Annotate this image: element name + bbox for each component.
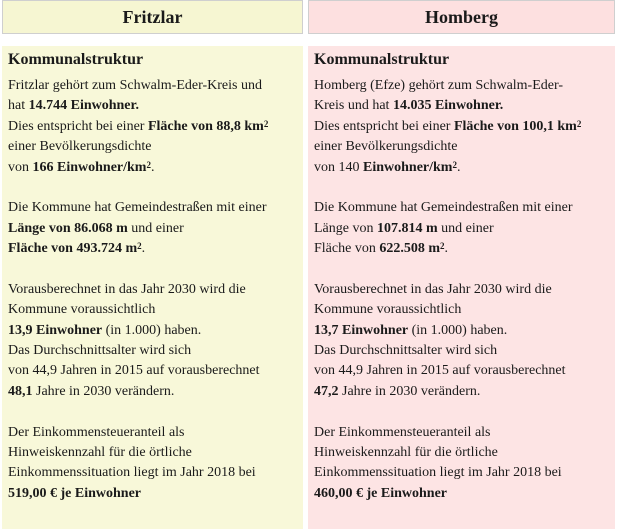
text-line xyxy=(8,158,297,178)
text-line xyxy=(8,463,297,483)
text-run: Vorausberechnet in das Jahr 2030 wird die xyxy=(8,281,246,297)
text-run: . xyxy=(456,159,461,175)
text-line xyxy=(8,198,297,218)
superscript: 2 xyxy=(452,159,457,170)
text-line xyxy=(314,96,609,116)
text-run: Das Durchschnittsalter wird sich xyxy=(8,343,192,359)
text-line xyxy=(8,321,297,341)
text-line xyxy=(314,280,609,300)
text-line xyxy=(8,239,297,259)
bold-value: Länge von 86.068 m xyxy=(8,220,128,236)
text-run: Vorausberechnet in das Jahr 2030 wird die xyxy=(314,281,552,297)
bold-value: 47,2 xyxy=(314,383,339,399)
text-run: Hinweiskennzahl für die örtliche xyxy=(314,445,498,461)
text-run: Die Kommune hat Gemeindestraßen mit einer xyxy=(8,200,267,216)
bold-value: 519,00 € je Einwohner xyxy=(8,485,141,501)
paragraph-gap xyxy=(8,178,297,198)
bold-value: 13,7 Einwohner xyxy=(314,322,409,338)
text-line xyxy=(314,443,609,463)
superscript: 2 xyxy=(137,241,142,252)
text-run: Dies entspricht bei einer xyxy=(314,118,454,134)
text-line xyxy=(8,117,297,137)
text-run: (in 1.000) haben. xyxy=(102,322,202,338)
text-line xyxy=(8,423,297,443)
bold-value: 13,9 Einwohner xyxy=(8,322,103,338)
bold-value: 14.744 Einwohner. xyxy=(28,98,139,114)
column-body-fritzlar xyxy=(2,46,303,529)
text-run: Kreis und hat xyxy=(314,98,393,114)
bold-value: Einwohner/km xyxy=(363,159,453,175)
text-line xyxy=(8,443,297,463)
text-lines xyxy=(314,76,609,504)
text-line xyxy=(314,117,609,137)
text-line xyxy=(314,321,609,341)
text-line xyxy=(314,463,609,483)
text-line xyxy=(8,361,297,381)
text-run: einer Bevölkerungsdichte xyxy=(314,139,458,155)
text-line xyxy=(314,484,609,504)
bold-value: 48,1 xyxy=(8,383,33,399)
paragraph-gap xyxy=(8,402,297,422)
text-line xyxy=(314,198,609,218)
text-run: Das Durchschnittsalter wird sich xyxy=(314,343,498,359)
text-line xyxy=(8,280,297,300)
text-line xyxy=(314,341,609,361)
text-line xyxy=(8,137,297,157)
bold-value: 14.035 Einwohner. xyxy=(392,98,504,114)
superscript: 2 xyxy=(146,159,151,170)
column-header-homberg: Homberg xyxy=(308,0,615,34)
paragraph-gap xyxy=(314,178,609,198)
text-line xyxy=(314,76,609,96)
text-line xyxy=(8,219,297,239)
column-body-homberg xyxy=(308,46,615,529)
section-title: Kommunalstruktur xyxy=(314,51,450,68)
text-line xyxy=(8,382,297,402)
paragraph-gap xyxy=(314,402,609,422)
column-header-fritzlar: Fritzlar xyxy=(2,0,303,34)
paragraph-gap xyxy=(314,260,609,280)
text-run: hat xyxy=(8,98,29,114)
text-run: Einkommenssituation liegt im Jahr 2018 bei xyxy=(8,465,256,481)
text-run: von xyxy=(8,159,33,175)
column-homberg xyxy=(308,0,615,531)
text-line xyxy=(8,300,297,320)
text-line xyxy=(314,300,609,320)
text-line xyxy=(314,239,609,259)
text-run: Länge von xyxy=(314,220,377,236)
text-run: von 44,9 Jahren in 2015 auf vorausberechnet xyxy=(314,363,566,379)
text-run: Die Kommune hat Gemeindestraßen mit einer xyxy=(314,200,573,216)
column-fritzlar xyxy=(2,0,303,531)
text-run: Der Einkommensteueranteil als xyxy=(8,424,185,440)
text-run: von 140 xyxy=(314,159,363,175)
text-line xyxy=(8,341,297,361)
text-run: Der Einkommensteueranteil als xyxy=(314,424,491,440)
bold-value: 460,00 € je Einwohner xyxy=(314,485,447,501)
text-run: Homberg (Efze) gehört zum Schwalm-Eder- xyxy=(314,78,564,93)
text-run: . xyxy=(141,241,146,257)
superscript: 2 xyxy=(263,118,269,129)
section-title: Kommunalstruktur xyxy=(8,51,144,68)
text-run: . xyxy=(444,241,448,257)
text-line xyxy=(8,76,297,96)
text-line xyxy=(8,484,297,504)
bold-value: Fläche von 100,1 km xyxy=(453,118,577,134)
text-run: und einer xyxy=(437,220,494,236)
text-run: Jahre in 2030 verändern. xyxy=(338,383,481,399)
bold-value: Fläche von 88,8 km xyxy=(147,118,264,134)
text-run: und einer xyxy=(127,220,184,236)
paragraph-gap xyxy=(8,260,297,280)
text-run: (in 1.000) haben. xyxy=(408,322,508,338)
text-run: Fläche von xyxy=(314,241,380,257)
text-run: Kommune voraussichtlich xyxy=(8,302,156,318)
bold-value: 107.814 m xyxy=(376,220,438,236)
text-line xyxy=(314,382,609,402)
text-line xyxy=(314,423,609,443)
bold-value: 622.508 m xyxy=(379,241,440,257)
text-line xyxy=(314,219,609,239)
text-run: Kommune voraussichtlich xyxy=(314,302,462,318)
text-run: Einkommenssituation liegt im Jahr 2018 bei xyxy=(314,465,562,481)
superscript: 2 xyxy=(576,118,582,129)
text-run: von 44,9 Jahren in 2015 auf vorausberechnet xyxy=(8,363,260,379)
text-line xyxy=(314,158,609,178)
text-line xyxy=(314,137,609,157)
bold-value: 166 Einwohner/km xyxy=(32,159,147,175)
text-line xyxy=(314,361,609,381)
bold-value: Fläche von 493.724 m xyxy=(8,241,138,257)
text-lines xyxy=(8,76,297,504)
text-run: Jahre in 2030 verändern. xyxy=(32,383,175,399)
text-run: Fritzlar gehört zum Schwalm-Eder-Kreis und xyxy=(8,78,262,93)
text-line xyxy=(8,96,297,116)
text-run: Hinweiskennzahl für die örtliche xyxy=(8,445,192,461)
superscript: 2 xyxy=(440,241,445,252)
text-run: . xyxy=(150,159,155,175)
text-run: einer Bevölkerungsdichte xyxy=(8,139,152,155)
text-run: Dies entspricht bei einer xyxy=(8,118,148,134)
